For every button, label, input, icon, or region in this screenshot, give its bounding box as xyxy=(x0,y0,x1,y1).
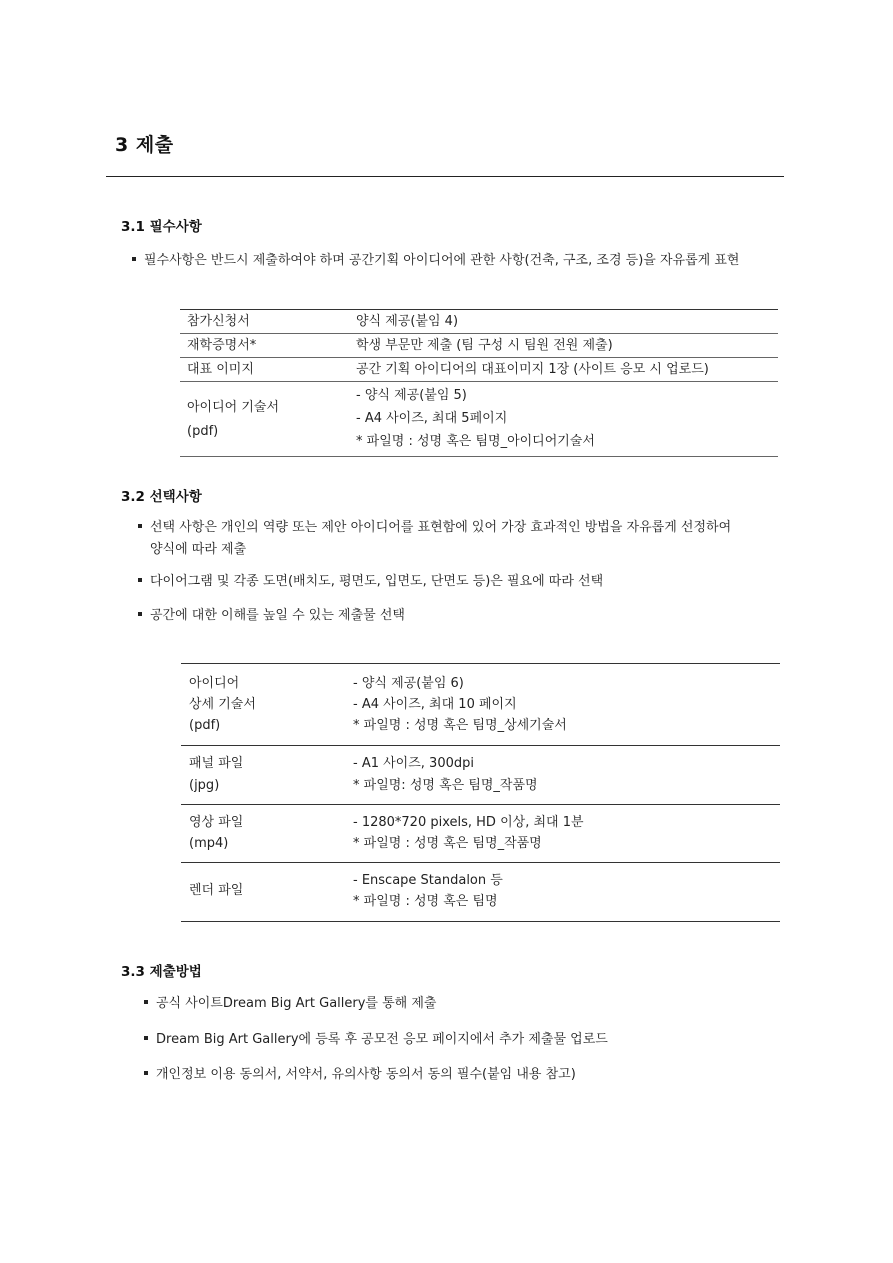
bullet-icon xyxy=(144,1000,148,1004)
bullet-text: 다이어그램 및 각종 도면(배치도, 평면도, 입면도, 단면도 등)은 필요에 따라 선택 xyxy=(150,574,604,589)
bullet-text: 공식 사이트Dream Big Art Gallery를 통해 제출 xyxy=(156,996,437,1011)
table-cell-value: - A1 사이즈, 300dpi xyxy=(353,756,474,771)
table-cell-value: 학생 부문만 제출 (팀 구성 시 팀원 전원 제출) xyxy=(356,338,613,353)
bullet-text: 필수사항은 반드시 제출하여야 하며 공간기획 아이디어에 관한 사항(건축, 구조, 조경 등)을 자유롭게 표현 xyxy=(144,253,740,268)
bullet-icon xyxy=(138,578,142,582)
table-rule xyxy=(180,357,778,358)
table-cell-label: 렌더 파일 xyxy=(189,883,244,898)
bullet-item xyxy=(138,605,405,626)
bullet-icon xyxy=(138,524,142,528)
subsection-title-3-1: 3.1 필수사항 xyxy=(121,219,202,235)
table-rule xyxy=(181,862,780,863)
section-divider xyxy=(106,176,784,177)
bullet-text-continued: 양식에 따라 제출 xyxy=(150,542,247,557)
table-cell-label: 재학증명서* xyxy=(187,338,257,353)
table-cell-value: - 양식 제공(붙임 5) xyxy=(356,388,467,403)
bullet-item xyxy=(138,571,603,592)
bullet-icon xyxy=(138,612,142,616)
table-cell-value: * 파일명: 성명 혹은 팀명_작품명 xyxy=(353,778,538,793)
table-rule xyxy=(180,456,778,457)
table-rule xyxy=(180,381,778,382)
table-cell-value: - A4 사이즈, 최대 10 페이지 xyxy=(353,697,517,712)
table-cell-label: (pdf) xyxy=(189,718,221,733)
table-cell-value: 공간 기획 아이디어의 대표이미지 1장 (사이트 응모 시 업로드) xyxy=(356,362,709,377)
bullet-item xyxy=(138,517,731,538)
bullet-text: 선택 사항은 개인의 역량 또는 제안 아이디어를 표현함에 있어 가장 효과적인 방법을 자유롭게 선정하여 xyxy=(150,520,732,535)
table-rule xyxy=(181,921,780,922)
table-cell-label: (pdf) xyxy=(187,424,219,439)
bullet-icon xyxy=(132,257,136,261)
bullet-item xyxy=(132,250,739,271)
bullet-text: Dream Big Art Gallery에 등록 후 공모전 응모 페이지에서 추가 제출물 업로드 xyxy=(156,1032,608,1047)
bullet-text: 개인정보 이용 동의서, 서약서, 유의사항 동의서 동의 필수(붙임 내용 참고) xyxy=(156,1067,576,1082)
bullet-item xyxy=(144,993,437,1014)
subsection-title-3-2: 3.2 선택사항 xyxy=(121,489,202,505)
table-cell-value: * 파일명 : 성명 혹은 팀명 xyxy=(353,894,498,909)
table-cell-label: 아이디어 기술서 xyxy=(187,400,280,415)
table-cell-value: * 파일명 : 성명 혹은 팀명_상세기술서 xyxy=(353,718,567,733)
table-rule xyxy=(180,333,778,334)
table-cell-label: 대표 이미지 xyxy=(187,362,254,377)
table-cell-value: - A4 사이즈, 최대 5페이지 xyxy=(356,411,508,426)
table-rule xyxy=(181,804,780,805)
table-cell-value: - 양식 제공(붙임 6) xyxy=(353,676,464,691)
table-cell-label: 참가신청서 xyxy=(187,314,250,329)
table-rule xyxy=(180,309,778,310)
table-cell-label: (jpg) xyxy=(189,778,220,793)
bullet-item xyxy=(144,1064,576,1085)
table-cell-value: * 파일명 : 성명 혹은 팀명_작품명 xyxy=(353,836,542,851)
subsection-title-3-3: 3.3 제출방법 xyxy=(121,964,202,980)
table-cell-value: - Enscape Standalon 등 xyxy=(353,873,503,888)
table-rule xyxy=(181,745,780,746)
bullet-text: 공간에 대한 이해를 높일 수 있는 제출물 선택 xyxy=(150,608,405,623)
table-cell-label: 영상 파일 xyxy=(189,815,244,830)
table-cell-value: - 1280*720 pixels, HD 이상, 최대 1분 xyxy=(353,815,584,830)
section-title: 3 제출 xyxy=(115,134,174,156)
table-cell-label: 아이디어 xyxy=(189,676,240,691)
table-cell-label: 패널 파일 xyxy=(189,756,244,771)
table-cell-label: (mp4) xyxy=(189,836,229,851)
table-rule xyxy=(181,663,780,664)
table-cell-value: * 파일명 : 성명 혹은 팀명_아이디어기술서 xyxy=(356,434,595,449)
table-cell-value: 양식 제공(붙임 4) xyxy=(356,314,459,329)
table-cell-label: 상세 기술서 xyxy=(189,697,256,712)
bullet-icon xyxy=(144,1071,148,1075)
bullet-icon xyxy=(144,1036,148,1040)
bullet-item xyxy=(144,1029,608,1050)
